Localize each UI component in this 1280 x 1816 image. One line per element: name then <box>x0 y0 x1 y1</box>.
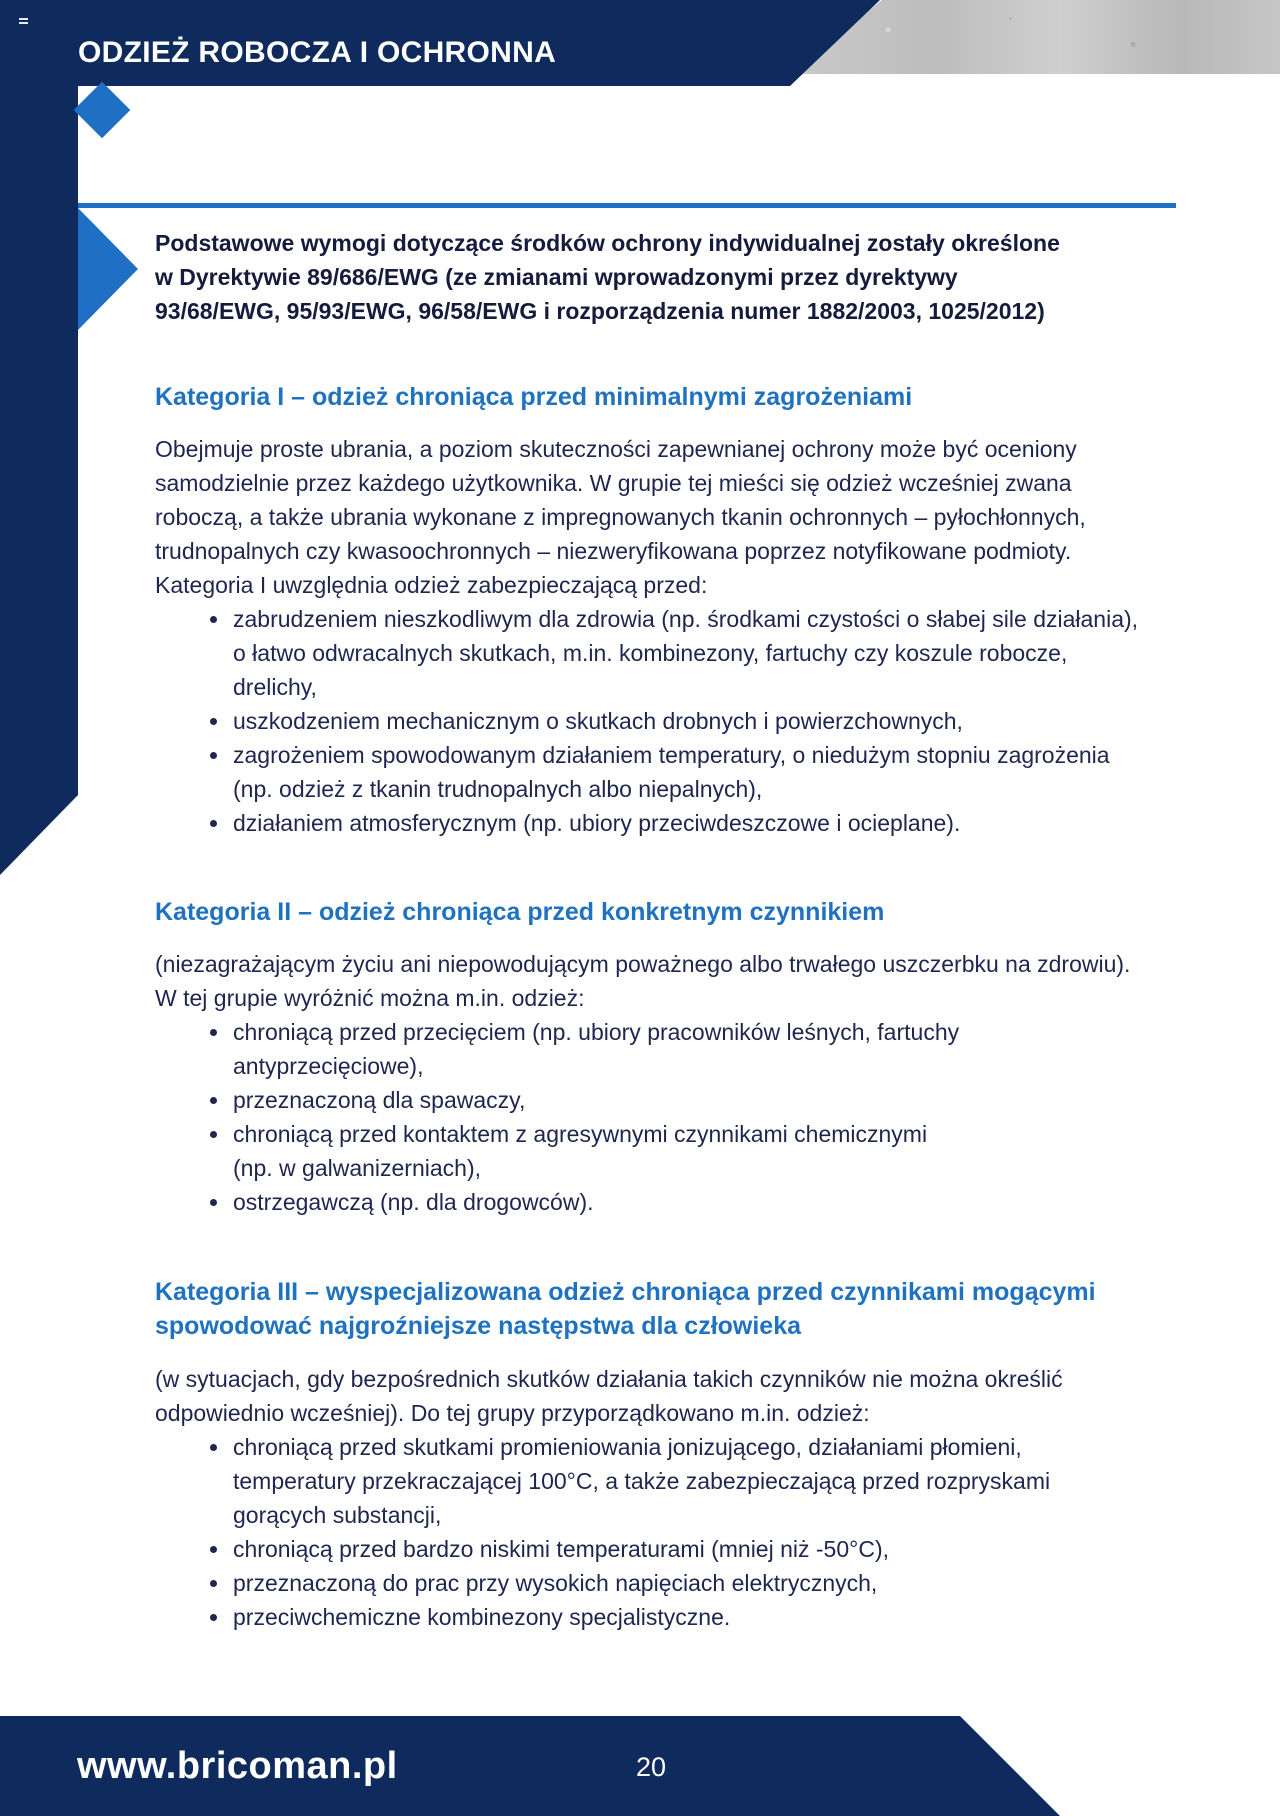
list-item <box>155 602 1185 704</box>
list-item <box>155 806 1185 840</box>
bullet-icon <box>210 1580 217 1587</box>
menu-icon[interactable] <box>19 18 28 24</box>
page-number: 20 <box>636 1752 667 1782</box>
category-3-body <box>155 1362 1185 1634</box>
body-line: W tej grupie wyróżnić można m.in. odzież: <box>155 985 585 1011</box>
list-item-line: ostrzegawczą (np. dla drogowców). <box>233 1189 594 1215</box>
bullet-icon <box>210 1199 217 1206</box>
body-line: (niezagrażającym życiu ani niepowodującym poważnego albo trwałego uszczerbku na zdrowiu). <box>155 951 1131 977</box>
category-1-body <box>155 432 1185 840</box>
divider-rule <box>78 203 1176 208</box>
category-2-heading: Kategoria II – odzież chroniąca przed konkretnym czynnikiem <box>155 898 885 926</box>
bullet-icon <box>210 1444 217 1451</box>
body-line: trudnopalnych czy kwasoochronnych – niezweryfikowana poprzez notyfikowane podmioty. <box>155 538 1072 564</box>
list-item-line: przeznaczoną dla spawaczy, <box>233 1087 526 1113</box>
list-item-line: zabrudzeniem nieszkodliwym dla zdrowia (np. środkami czystości o słabej sile działania), <box>233 606 1139 632</box>
list-item-line: temperatury przekraczającej 100°C, a także zabezpieczającą przed rozpryskami <box>233 1468 1051 1494</box>
bullet-icon <box>210 718 217 725</box>
page-title: ODZIEŻ ROBOCZA I OCHRONNA <box>78 36 557 69</box>
intro-line: w Dyrektywie 89/686/EWG (ze zmianami wprowadzonymi przez dyrektywy <box>155 264 958 290</box>
bullet-icon <box>210 752 217 759</box>
intro-line: Podstawowe wymogi dotyczące środków ochrony indywidualnej zostały określone <box>155 230 1060 256</box>
bullet-icon <box>210 1029 217 1036</box>
category-1-list <box>155 602 1185 840</box>
list-item-line: przeciwchemiczne kombinezony specjalistyczne. <box>233 1604 731 1630</box>
list-item-line: o łatwo odwracalnych skutkach, m.in. kombinezony, fartuchy czy koszule robocze, <box>233 640 1068 666</box>
bullet-icon <box>210 1614 217 1621</box>
diamond-accent <box>74 82 131 139</box>
list-item-line: chroniącą przed przecięciem (np. ubiory pracowników leśnych, fartuchy <box>233 1019 960 1045</box>
bullet-icon <box>210 1097 217 1104</box>
body-line: Kategoria I uwzględnia odzież zabezpieczającą przed: <box>155 572 708 598</box>
list-item-line: drelichy, <box>233 674 317 700</box>
list-item <box>155 1015 1185 1083</box>
list-item-line: działaniem atmosferycznym (np. ubiory przeciwdeszczowe i ocieplane). <box>233 810 961 836</box>
list-item <box>155 1532 1185 1566</box>
list-item-line: zagrożeniem spowodowanym działaniem temperatury, o niedużym stopniu zagrożenia <box>233 742 1110 768</box>
list-item <box>155 1117 1185 1185</box>
category-3-heading <box>155 1275 1175 1343</box>
chevron-accent <box>78 208 138 330</box>
list-item-line: chroniącą przed bardzo niskimi temperaturami (mniej niż -50°C), <box>233 1536 889 1562</box>
list-item <box>155 1430 1185 1532</box>
heading-line: Kategoria III – wyspecjalizowana odzież chroniąca przed czynnikami mogącymi <box>155 1278 1096 1306</box>
intro-text <box>155 226 1155 328</box>
category-2-list <box>155 1015 1185 1219</box>
list-item <box>155 1083 1185 1117</box>
list-item-line: uszkodzeniem mechanicznym o skutkach drobnych i powierzchownych, <box>233 708 963 734</box>
category-2-body <box>155 947 1185 1219</box>
list-item <box>155 1600 1185 1634</box>
left-navy-band <box>0 0 78 875</box>
list-item-line: chroniącą przed kontaktem z agresywnymi czynnikami chemicznymi <box>233 1121 928 1147</box>
bullet-icon <box>210 820 217 827</box>
list-item <box>155 1185 1185 1219</box>
bullet-icon <box>210 1131 217 1138</box>
list-item-line: gorących substancji, <box>233 1502 442 1528</box>
bullet-icon <box>210 1546 217 1553</box>
list-item-line: przeznaczoną do prac przy wysokich napięciach elektrycznych, <box>233 1570 878 1596</box>
category-3-list <box>155 1430 1185 1634</box>
heading-line: spowodować najgroźniejsze następstwa dla człowieka <box>155 1312 802 1340</box>
list-item-line: (np. odzież z tkanin trudnopalnych albo niepalnych), <box>233 776 763 802</box>
body-line: roboczą, a także ubrania wykonane z impregnowanych tkanin ochronnych – pyłochłonnych, <box>155 504 1086 530</box>
body-line: odpowiednio wcześniej). Do tej grupy przyporządkowano m.in. odzież: <box>155 1400 870 1426</box>
body-line: samodzielnie przez każdego użytkownika. W grupie tej mieści się odzież wcześniej zwana <box>155 470 1072 496</box>
footer-website-link[interactable]: www.bricoman.pl <box>77 1745 398 1787</box>
list-item <box>155 704 1185 738</box>
list-item-line: antyprzecięciowe), <box>233 1053 424 1079</box>
category-1-heading: Kategoria I – odzież chroniąca przed minimalnymi zagrożeniami <box>155 383 913 411</box>
list-item-line: chroniącą przed skutkami promieniowania jonizującego, działaniami płomieni, <box>233 1434 1022 1460</box>
intro-line: 93/68/EWG, 95/93/EWG, 96/58/EWG i rozporządzenia numer 1882/2003, 1025/2012) <box>155 298 1045 324</box>
list-item <box>155 738 1185 806</box>
list-item-line: (np. w galwanizerniach), <box>233 1155 482 1181</box>
body-line: (w sytuacjach, gdy bezpośrednich skutków działania takich czynników nie można określić <box>155 1366 1063 1392</box>
bullet-icon <box>210 616 217 623</box>
body-line: Obejmuje proste ubrania, a poziom skuteczności zapewnianej ochrony może być oceniony <box>155 436 1077 462</box>
list-item <box>155 1566 1185 1600</box>
